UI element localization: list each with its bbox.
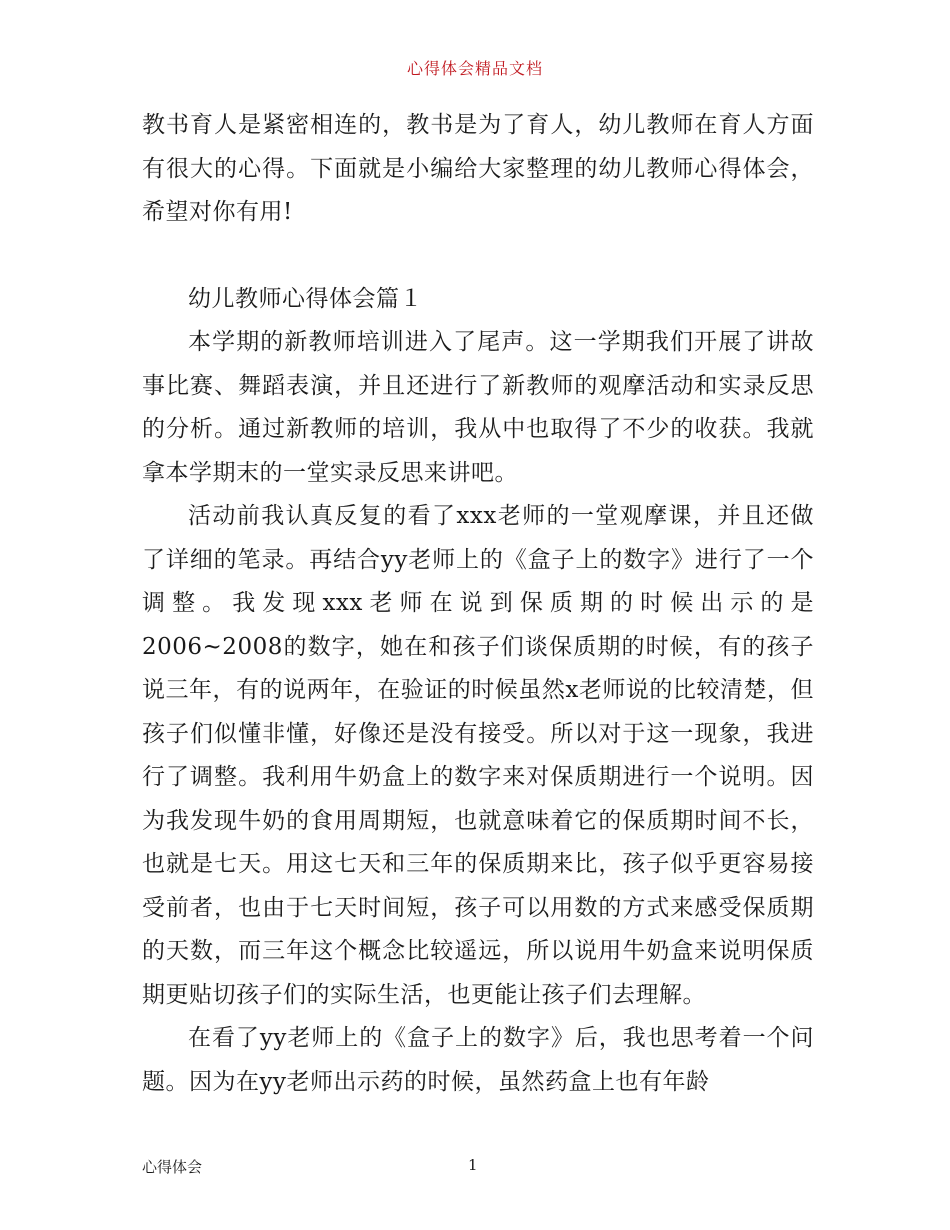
body-paragraph-3: 在看了yy老师上的《盒子上的数字》后，我也思考着一个问题。因为在yy老师出示药的时候，虽然药盒上也有年龄	[142, 1025, 814, 1095]
intro-paragraph: 教书育人是紧密相连的，教书是为了育人，幼儿教师在育人方面有很大的心得。下面就是小编给大家整理的幼儿教师心得体会，希望对你有用!	[142, 112, 814, 225]
footer-label: 心得体会	[142, 1158, 203, 1176]
paragraph-spacer	[142, 235, 814, 278]
document-body	[142, 104, 814, 1104]
body-paragraph-2: 活动前我认真反复的看了xxx老师的一堂观摩课，并且还做了详细的笔录。再结合yy老师上的《盒子上的数字》进行了一个调整。我发现xxx老师在说到保质期的时候出示的是2006~2008的数字，她在和孩子们谈保质期的时候，有的孩子说三年，有的说两年，在验证的时候虽然x老师说的比较清楚，但孩子们似懂非懂，好像还是没有接受。所以对于这一现象，我进行了调整。我利用牛奶盒上的数字来对保质期进行一个说明。因为我发现牛奶的食用周期短，也就意味着它的保质期时间不长，也就是七天。用这七天和三年的保质期来比，孩子似乎更容易接受前者，也由于七天时间短，孩子可以用数的方式来感受保质期的天数，而三年这个概念比较遥远，所以说用牛奶盒来说明保质期更贴切孩子们的实际生活，也更能让孩子们去理解。	[142, 503, 814, 1008]
body-paragraph-1: 本学期的新教师培训进入了尾声。这一学期我们开展了讲故事比赛、舞蹈表演，并且还进行了新教师的观摩活动和实录反思的分析。通过新教师的培训，我从中也取得了不少的收获。我就拿本学期末的一堂实录反思来讲吧。	[142, 329, 814, 486]
document-header-title: 心得体会精品文档	[406, 59, 543, 78]
page-number: 1	[468, 1156, 478, 1174]
section-title: 幼儿教师心得体会篇１	[188, 285, 423, 312]
